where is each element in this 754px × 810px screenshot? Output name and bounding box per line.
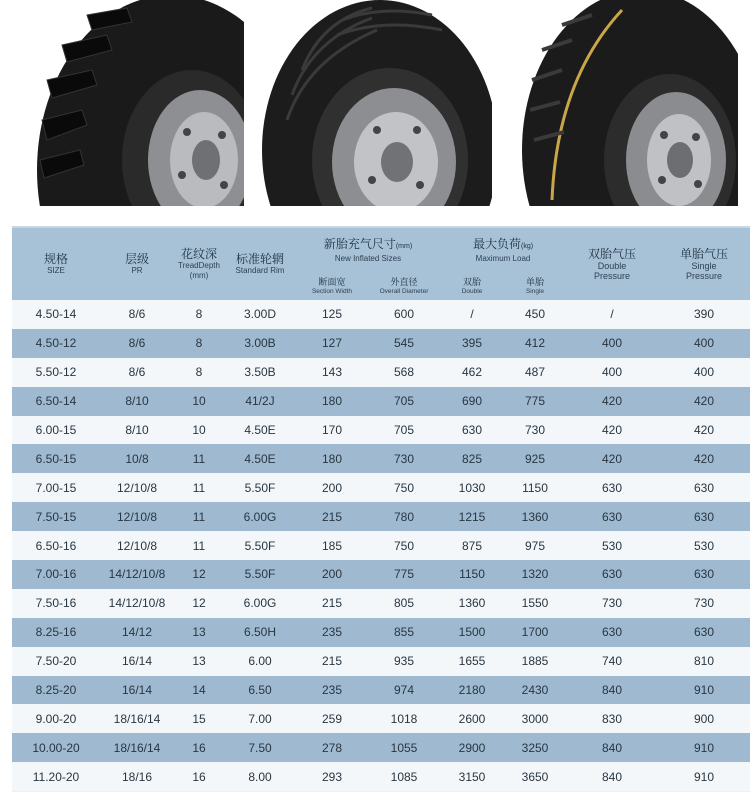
cell-tread-depth: 8 bbox=[195, 307, 203, 322]
cell-section-width: 259 bbox=[321, 711, 343, 726]
cell-standard-rim: 4.50E bbox=[244, 423, 276, 437]
table-row bbox=[12, 704, 750, 733]
cell-standard-rim: 4.50E bbox=[244, 451, 276, 466]
cell-overall-diameter: 1085 bbox=[390, 769, 418, 784]
cell-load-single: 1550 bbox=[521, 596, 549, 611]
table-row bbox=[12, 618, 750, 647]
cell-standard-rim: 5.50F bbox=[244, 538, 276, 553]
table-body bbox=[12, 300, 750, 791]
cell-section-width: 215 bbox=[321, 596, 343, 611]
cell-load-double: 1150 bbox=[459, 567, 485, 582]
cell-single-pressure: 630 bbox=[694, 625, 715, 640]
cell-overall-diameter: 775 bbox=[393, 567, 415, 582]
cell-double-pressure: 740 bbox=[602, 654, 623, 669]
table-row bbox=[12, 733, 750, 762]
cell-ply-rating: 8/10 bbox=[125, 423, 149, 437]
table-row bbox=[12, 416, 750, 445]
cell-tread-depth: 11 bbox=[192, 538, 206, 553]
tire-photo-mixed-tread bbox=[512, 0, 738, 206]
cell-single-pressure: 910 bbox=[694, 740, 715, 755]
cell-double-pressure: 420 bbox=[602, 394, 623, 409]
cell-double-pressure: / bbox=[610, 307, 614, 322]
cell-single-pressure: 390 bbox=[694, 307, 715, 322]
cell-standard-rim: 8.00 bbox=[248, 769, 272, 784]
cell-size: 7.00-15 bbox=[35, 480, 77, 495]
col-header-double-pressure: 双胎气压 Double Pressure bbox=[566, 228, 658, 300]
cell-overall-diameter: 600 bbox=[393, 307, 415, 322]
col-header-standard-rim: 标准轮辋 Standard Rim bbox=[224, 228, 296, 300]
cell-overall-diameter: 568 bbox=[393, 365, 415, 380]
cell-load-single: 1360 bbox=[521, 509, 549, 524]
cell-overall-diameter: 1018 bbox=[390, 711, 418, 726]
cell-load-single: 1150 bbox=[522, 480, 548, 495]
cell-double-pressure: 840 bbox=[602, 740, 623, 755]
table-row bbox=[12, 329, 750, 358]
cell-single-pressure: 910 bbox=[694, 683, 715, 698]
cell-load-double: 395 bbox=[461, 336, 483, 351]
cell-single-pressure: 420 bbox=[694, 394, 715, 409]
cell-size: 8.25-16 bbox=[35, 625, 77, 640]
cell-tread-depth: 16 bbox=[192, 740, 206, 755]
cell-size: 6.50-15 bbox=[35, 451, 77, 466]
table-row bbox=[12, 444, 750, 473]
cell-tread-depth: 8 bbox=[195, 365, 203, 380]
table-row bbox=[12, 676, 750, 705]
cell-double-pressure: 840 bbox=[602, 683, 623, 698]
cell-section-width: 125 bbox=[321, 307, 343, 322]
cell-single-pressure: 730 bbox=[694, 596, 715, 611]
cell-ply-rating: 8/10 bbox=[125, 394, 149, 409]
table-row bbox=[12, 300, 750, 329]
cell-tread-depth: 16 bbox=[192, 769, 206, 784]
cell-single-pressure: 900 bbox=[694, 711, 715, 726]
cell-load-double: / bbox=[470, 307, 474, 322]
cell-load-single: 975 bbox=[524, 538, 546, 553]
cell-overall-diameter: 705 bbox=[393, 394, 415, 409]
cell-tread-depth: 11 bbox=[192, 509, 206, 524]
cell-overall-diameter: 974 bbox=[393, 683, 415, 698]
cell-section-width: 180 bbox=[321, 394, 343, 409]
cell-size: 5.50-12 bbox=[35, 365, 77, 380]
col-header-tread-depth: 花纹深 TreadDepth (mm) bbox=[174, 228, 224, 300]
cell-tread-depth: 13 bbox=[192, 654, 206, 669]
cell-double-pressure: 840 bbox=[602, 769, 623, 784]
cell-load-double: 1030 bbox=[458, 480, 486, 495]
cell-load-single: 1885 bbox=[521, 654, 549, 669]
cell-double-pressure: 630 bbox=[602, 480, 623, 495]
cell-tread-depth: 12 bbox=[192, 596, 206, 611]
cell-single-pressure: 630 bbox=[694, 567, 715, 582]
cell-tread-depth: 11 bbox=[192, 480, 206, 495]
tire-photo-lug-tread bbox=[22, 0, 244, 206]
cell-ply-rating: 12/10/8 bbox=[116, 480, 158, 495]
cell-load-double: 690 bbox=[461, 394, 483, 409]
cell-section-width: 235 bbox=[321, 683, 343, 698]
cell-overall-diameter: 545 bbox=[393, 336, 415, 351]
tire-spec-table bbox=[12, 226, 750, 792]
cell-section-width: 143 bbox=[321, 365, 343, 380]
table-row bbox=[12, 762, 750, 791]
cell-standard-rim: 3.50B bbox=[244, 365, 276, 380]
cell-load-single: 730 bbox=[524, 423, 546, 437]
cell-overall-diameter: 1055 bbox=[390, 740, 418, 755]
cell-section-width: 200 bbox=[321, 567, 343, 582]
cell-standard-rim: 5.50F bbox=[244, 480, 276, 495]
cell-overall-diameter: 805 bbox=[393, 596, 415, 611]
cell-size: 11.20-20 bbox=[32, 769, 80, 784]
cell-standard-rim: 3.00B bbox=[244, 336, 276, 351]
cell-load-double: 462 bbox=[461, 365, 483, 380]
col-header-load-single: 单胎 Single bbox=[504, 272, 566, 300]
cell-load-single: 487 bbox=[524, 365, 546, 380]
cell-single-pressure: 530 bbox=[694, 538, 715, 553]
table-row bbox=[12, 387, 750, 416]
tire-photo-rib-tread bbox=[262, 0, 492, 206]
cell-ply-rating: 8/6 bbox=[128, 365, 146, 380]
col-header-single-pressure: 单胎气压 Single Pressure bbox=[658, 228, 750, 300]
cell-double-pressure: 530 bbox=[602, 538, 623, 553]
cell-overall-diameter: 705 bbox=[393, 423, 415, 437]
cell-load-double: 2180 bbox=[458, 683, 486, 698]
col-header-load-double: 双胎 Double bbox=[440, 272, 504, 300]
cell-single-pressure: 400 bbox=[694, 365, 715, 380]
cell-single-pressure: 630 bbox=[694, 509, 715, 524]
cell-tread-depth: 10 bbox=[192, 394, 206, 409]
col-header-overall-diameter: 外直径 Overall Diameter bbox=[368, 272, 440, 300]
col-header-size: 规格 SIZE bbox=[12, 228, 100, 300]
table-row bbox=[12, 531, 750, 560]
cell-load-double: 3150 bbox=[458, 769, 486, 784]
cell-standard-rim: 6.50 bbox=[248, 683, 272, 698]
cell-standard-rim: 6.00G bbox=[243, 596, 277, 611]
cell-overall-diameter: 730 bbox=[393, 451, 415, 466]
cell-tread-depth: 15 bbox=[192, 711, 206, 726]
cell-ply-rating: 14/12/10/8 bbox=[108, 567, 166, 582]
cell-size: 7.00-16 bbox=[35, 567, 77, 582]
cell-size: 4.50-14 bbox=[35, 307, 77, 322]
cell-overall-diameter: 780 bbox=[393, 509, 415, 524]
cell-ply-rating: 14/12/10/8 bbox=[108, 596, 166, 611]
cell-standard-rim: 6.50H bbox=[243, 625, 277, 640]
cell-size: 9.00-20 bbox=[35, 711, 77, 726]
cell-load-single: 1700 bbox=[521, 625, 549, 640]
col-header-inflated-sizes: 新胎充气尺寸(mm) New Inflated Sizes bbox=[296, 228, 440, 272]
cell-ply-rating: 16/14 bbox=[121, 683, 153, 698]
cell-load-double: 1360 bbox=[458, 596, 486, 611]
cell-ply-rating: 18/16/14 bbox=[113, 740, 161, 755]
cell-double-pressure: 400 bbox=[602, 365, 623, 380]
cell-size: 6.50-14 bbox=[35, 394, 77, 409]
cell-section-width: 185 bbox=[321, 538, 343, 553]
cell-ply-rating: 18/16/14 bbox=[113, 711, 161, 726]
cell-ply-rating: 18/16 bbox=[121, 769, 153, 784]
cell-load-single: 3650 bbox=[521, 769, 549, 784]
table-row bbox=[12, 647, 750, 676]
cell-standard-rim: 5.50F bbox=[244, 567, 276, 582]
cell-single-pressure: 810 bbox=[694, 654, 715, 669]
cell-size: 7.50-16 bbox=[35, 596, 77, 611]
cell-size: 8.25-20 bbox=[35, 683, 77, 698]
cell-single-pressure: 420 bbox=[694, 451, 715, 466]
cell-single-pressure: 400 bbox=[694, 336, 715, 351]
table-row bbox=[12, 358, 750, 387]
cell-section-width: 278 bbox=[321, 740, 343, 755]
cell-section-width: 200 bbox=[321, 480, 343, 495]
cell-single-pressure: 910 bbox=[694, 769, 715, 784]
table-row bbox=[12, 502, 750, 531]
table-row bbox=[12, 473, 750, 502]
table-row bbox=[12, 589, 750, 618]
cell-section-width: 293 bbox=[321, 769, 343, 784]
col-header-section-width: 断面宽 Section Width bbox=[296, 272, 368, 300]
cell-section-width: 235 bbox=[321, 625, 343, 640]
cell-double-pressure: 630 bbox=[602, 567, 623, 582]
cell-overall-diameter: 750 bbox=[393, 480, 415, 495]
cell-section-width: 170 bbox=[321, 423, 343, 437]
cell-double-pressure: 630 bbox=[602, 625, 623, 640]
cell-size: 6.00-15 bbox=[35, 423, 77, 437]
cell-double-pressure: 830 bbox=[602, 711, 623, 726]
cell-load-single: 925 bbox=[524, 451, 546, 466]
cell-ply-rating: 12/10/8 bbox=[116, 509, 158, 524]
cell-load-double: 1655 bbox=[458, 654, 486, 669]
cell-load-double: 875 bbox=[461, 538, 483, 553]
cell-ply-rating: 16/14 bbox=[121, 654, 153, 669]
cell-size: 10.00-20 bbox=[32, 740, 80, 755]
cell-ply-rating: 8/6 bbox=[128, 336, 146, 351]
tire-photos bbox=[0, 0, 754, 212]
cell-load-double: 2900 bbox=[458, 740, 486, 755]
cell-double-pressure: 400 bbox=[602, 336, 623, 351]
cell-load-double: 2600 bbox=[458, 711, 486, 726]
cell-tread-depth: 12 bbox=[192, 567, 206, 582]
cell-load-double: 630 bbox=[461, 423, 483, 437]
cell-section-width: 180 bbox=[321, 451, 343, 466]
cell-tread-depth: 8 bbox=[195, 336, 203, 351]
cell-ply-rating: 10/8 bbox=[125, 451, 149, 466]
cell-load-single: 412 bbox=[524, 336, 546, 351]
cell-load-single: 3000 bbox=[521, 711, 549, 726]
cell-tread-depth: 11 bbox=[192, 451, 206, 466]
cell-load-single: 450 bbox=[524, 307, 546, 322]
cell-tread-depth: 14 bbox=[192, 683, 206, 698]
cell-tread-depth: 10 bbox=[192, 423, 206, 437]
cell-load-single: 1320 bbox=[521, 567, 549, 582]
cell-ply-rating: 12/10/8 bbox=[116, 538, 158, 553]
cell-load-single: 2430 bbox=[521, 683, 549, 698]
cell-load-single: 775 bbox=[524, 394, 546, 409]
cell-section-width: 127 bbox=[321, 336, 343, 351]
cell-section-width: 215 bbox=[321, 509, 343, 524]
cell-overall-diameter: 855 bbox=[393, 625, 415, 640]
cell-tread-depth: 13 bbox=[192, 625, 206, 640]
cell-size: 4.50-12 bbox=[35, 336, 77, 351]
table-row bbox=[12, 560, 750, 589]
cell-standard-rim: 41/2J bbox=[245, 394, 275, 409]
cell-single-pressure: 420 bbox=[694, 423, 715, 437]
cell-standard-rim: 6.00 bbox=[248, 654, 272, 669]
col-header-maximum-load: 最大负荷(kg) Maximum Load bbox=[440, 228, 566, 272]
cell-double-pressure: 630 bbox=[602, 509, 623, 524]
cell-double-pressure: 420 bbox=[602, 423, 623, 437]
cell-overall-diameter: 750 bbox=[393, 538, 415, 553]
cell-standard-rim: 6.00G bbox=[243, 509, 277, 524]
cell-single-pressure: 630 bbox=[694, 480, 715, 495]
cell-load-double: 1500 bbox=[458, 625, 486, 640]
cell-standard-rim: 7.00 bbox=[248, 711, 272, 726]
cell-double-pressure: 420 bbox=[602, 451, 623, 466]
cell-standard-rim: 3.00D bbox=[243, 307, 277, 322]
cell-ply-rating: 8/6 bbox=[128, 307, 146, 322]
col-header-ply-rating: 层级 PR bbox=[100, 228, 174, 300]
cell-load-single: 3250 bbox=[521, 740, 549, 755]
cell-load-double: 825 bbox=[461, 451, 483, 466]
cell-size: 7.50-20 bbox=[35, 654, 77, 669]
cell-load-double: 1215 bbox=[458, 509, 486, 524]
cell-section-width: 215 bbox=[321, 654, 343, 669]
cell-overall-diameter: 935 bbox=[393, 654, 415, 669]
cell-ply-rating: 14/12 bbox=[121, 625, 153, 640]
cell-size: 7.50-15 bbox=[35, 509, 77, 524]
cell-size: 6.50-16 bbox=[35, 538, 77, 553]
cell-double-pressure: 730 bbox=[602, 596, 623, 611]
cell-standard-rim: 7.50 bbox=[248, 740, 272, 755]
